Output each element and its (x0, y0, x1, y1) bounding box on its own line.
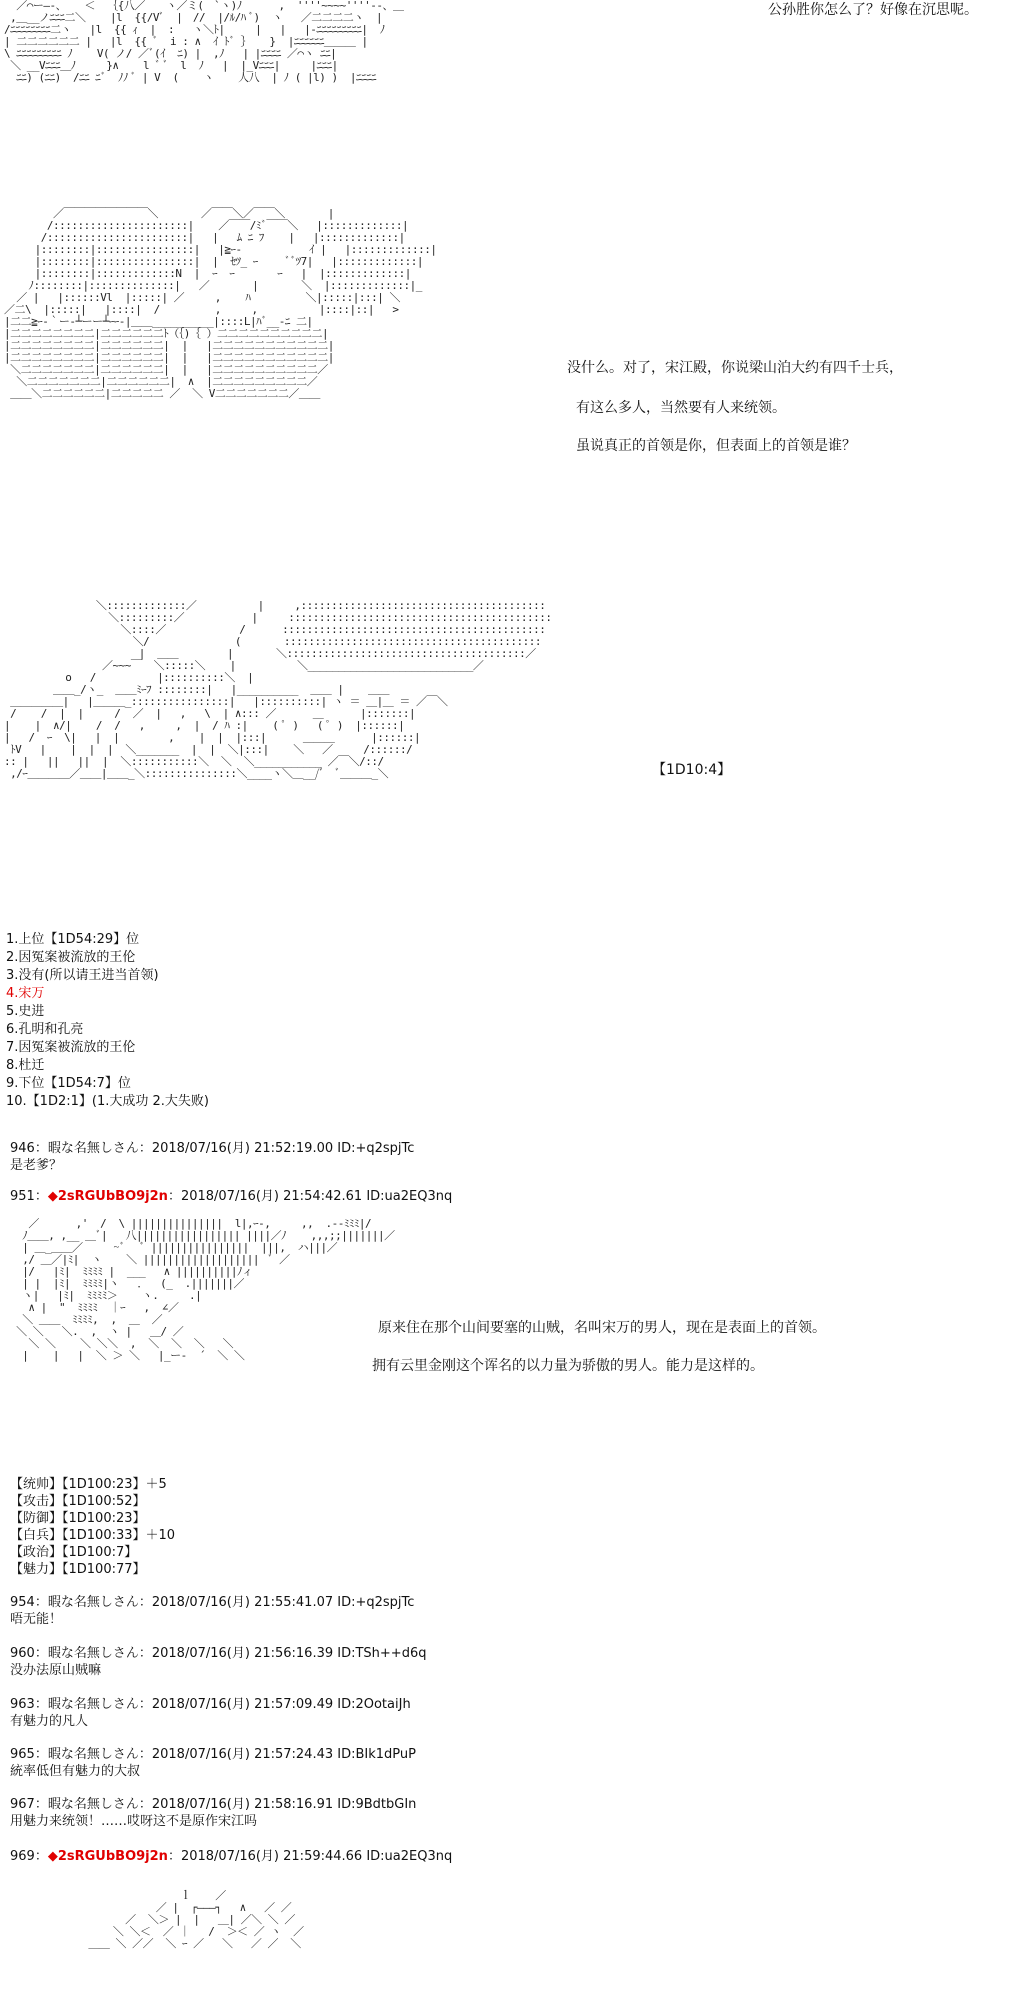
choice-list (6, 931, 209, 1111)
post-header: 951：◆2sRGUbBO9j2n：2018/07/16(月) 21:54:42.61 ID:ua2EQ3nq (10, 1189, 453, 1204)
post-header: 969：◆2sRGUbBO9j2n：2018/07/16(月) 21:59:44.66 ID:ua2EQ3nq (10, 1849, 453, 1864)
poster-tripcode: ◆2sRGUbBO9j2n (47, 1849, 168, 1864)
list-item: 7.因冤案被流放的王伦 (6, 1040, 136, 1055)
poster-name: 暇な名無しさん (47, 1595, 139, 1610)
list-item: 5.史进 (6, 1004, 45, 1019)
post-body: 有魅力的凡人 (10, 1714, 89, 1729)
poster-name: 暇な名無しさん (47, 1697, 139, 1712)
dialog-line-4: 虽说真正的首领是你，但表面上的首领是谁？ (576, 438, 856, 454)
dialog-line-2: 没什么。对了，宋江殿，你说梁山泊大约有四千士兵， (567, 360, 903, 376)
post-body: 用魅力来统领！……哎呀这不是原作宋江吗 (10, 1814, 258, 1829)
list-item-highlighted: 4.宋万 (6, 986, 45, 1001)
poster-name: 暇な名無しさん (47, 1747, 139, 1762)
poster-name: 暇な名無しさん (47, 1646, 139, 1661)
character-stats (10, 1476, 175, 1578)
dialog-line-1: 公孙胜你怎么了？好像在沉思呢。 (768, 2, 978, 18)
post-951 (10, 1188, 452, 1205)
post-963 (10, 1696, 411, 1730)
ascii-art-panel-4: ／ ,' / \ ||||||||||||||| l|,ｰ-, ,, .--ﾐﾐﾐ|/ ﾉ＿＿, ,__ ＿ﾞ| 八||||||||||||||||| ||||／ﾉ ,,,;;|||||||／ | ＿_＿＿／ ~ﾞ ﾞ |||||||||||||||| |||, ハ|||／ ,/ ＿／|ﾐ| ヽ ＼ ||||||||||||||||||| ﾞ ／ |/ |ﾐ| ﾐﾐﾐﾐ | ___ ∧ ||||||||||ﾉィ | | |ﾐ| ﾐﾐﾐﾐ|ヽ ． (_ .|||||||／ ヽ| |ﾐ| ﾐﾐﾐﾐ＞ ヽ. .| ∧ | " ﾐﾐﾐﾐ ｜ｰ , ∠／ ＼ ＿＿ ﾐﾐﾐﾐ, , ＿ ／ ＼ ＼ ＼. , ヽ | ＿/ ／ ＼ ＼ ＼ ＼＼ , ＼ ＼ ＼ ＼ | | | ＼ ＞ ＼ |_ー- ´ ＼ ＼ (16, 1217, 395, 1362)
list-item: 3.没有(所以请王进当首领) (6, 968, 159, 983)
dialog-line-5: 原来住在那个山间要塞的山贼，名叫宋万的男人，现在是表面上的首领。 (378, 1320, 826, 1336)
dice-roll-label: 【1D10:4】 (652, 762, 732, 778)
list-item: 10.【1D2:1】(1.大成功 2.大失败) (6, 1094, 209, 1109)
dialog-line-3: 有这么多人，当然要有人来统领。 (576, 400, 786, 416)
ascii-art-panel-3: ＼:::::::::::::／ | ,:::::::::::::::::::::::::::::::::::::::: ＼:::::::::／ | ::::::::::::::::::::::::::::::::::::::::::: ＼::::／ / ::::::::::::::::::::::::::::::::::::::::::: ＼/ ( :::::::::::::::::::::::::::::::::::::::::: | ＿＿ | ＼:::::::::::::::::::::::::::::::::::::::／ ／~~~￣ ＼:::::＼ | ＼___________________________／ o / |::::::::::＼ | ＿＿_/ヽ_ ＿＿ﾐｰﾌ ::::::::| |__________ ＿＿ | ＿＿ ＿＿＿＿＿| |＿＿＿_::::::::::::::::| |::::::::::| ヽ ＝ ＿|＿ ＝ ／￣＼ / / | | / ／ | , \ | ∧::: ／ ＿ |:::::::| | | ∧/| / / , , | / ﾊ :| ( ﾟ ) ( ﾟ ) |::::::| | / ｰ \| | | , | | |:::| ＿＿＿ |::::::| ﾄV | | | | ＼_______ | | ＼|:::| ＼ ／ /::::::/ :: | || || | ＼:::::::::::＼ ＼ ＼___________ ／￣＼/::/ ,/ｰ＿＿＿＿／＿＿|＿＿_＼:::::::::::::::＼____ヽ＼＿__/ﾞ ﾞ＿＿＿_＼ (4, 599, 552, 780)
list-item: 9.下位【1D54:7】位 (6, 1076, 131, 1091)
stat-melee: 【白兵】【1D100:33】＋10 (10, 1528, 176, 1543)
stat-charisma: 【魅力】【1D100:77】 (10, 1562, 146, 1577)
stat-politics: 【政治】【1D100:7】 (10, 1545, 138, 1560)
stat-defense: 【防御】【1D100:23】 (10, 1511, 146, 1526)
post-946 (10, 1140, 414, 1174)
ascii-art-panel-1: ／⌒ー―‐、 ＜ ｛{八／￣￣ヽ／ミ(￣`ヽ)ﾉ , ''''~~~~''''‐-、＿ ,＿__ノﾆﾆﾆ二＼ |l {{/Vﾞ | // |/ﾙ/ﾊ ﾞ) ヽ ／二二二二ヽ | /ﾆﾆﾆﾆﾆﾆﾆﾆ二ヽ |l {{ ｨ | : ヽ＼ﾄ| | | |-ﾆﾆﾆﾆﾆﾆﾆﾆﾆ| ﾉ | 二二二二二二 | |l {{ ﾞ i : ∧ ｲ ﾄﾞ ｝ } |ﾆﾆﾆﾆﾆﾆ＿＿＿ | \ ﾆﾆﾆﾆﾆﾆﾆﾆﾆ ﾉ V( ノ/ ／ﾞ(ｲ ﾆ) | ,ﾉ | |ﾆﾆﾆﾆ ／⌒ヽ ﾆﾆ| ＼ __Vﾆﾆﾆ＿ﾉ }∧ l ﾞ ﾞ l ﾉ | |_Vﾆﾆﾆ| |ﾆﾆﾆ| ﾆﾆ) (ﾆﾆ) /ﾆﾆ ﾆﾞ ﾉﾉ ﾞ | V ( ヽ 人八 | ﾉ ( |l) ) |ﾆﾆﾆﾆ (4, 0, 404, 84)
post-header: 960：暇な名無しさん：2018/07/16(月) 21:56:16.39 ID:TSh++d6q (10, 1646, 427, 1661)
post-960 (10, 1645, 426, 1679)
poster-tripcode: ◆2sRGUbBO9j2n (47, 1189, 168, 1204)
poster-name: 暇な名無しさん (47, 1141, 139, 1156)
post-969 (10, 1848, 452, 1865)
post-header: 954：暇な名無しさん：2018/07/16(月) 21:55:41.07 ID:+q2spjTc (10, 1595, 415, 1610)
list-item: 6.孔明和孔亮 (6, 1022, 84, 1037)
post-body: 統率低但有魅力的大叔 (10, 1764, 141, 1779)
post-body: 是老爹？ (10, 1158, 63, 1173)
post-header: 963：暇な名無しさん：2018/07/16(月) 21:57:09.49 ID:2OotaiJh (10, 1697, 411, 1712)
post-967 (10, 1796, 416, 1830)
post-body: 唔无能！ (10, 1612, 63, 1627)
ascii-art-panel-5: ｌ ／ ／ | ┌―――┐ ∧ ／ ／ ／ ＼＞ | | ＿| ／＼ ＼ ／ ＼ ＼＜ ／ ｜ / ＞＜ ／ ヽ ／ ＿＿ ＼ ／／ ＼ ｰ ／ ＼ ／ ／ ＼ (88, 1889, 304, 1950)
dialog-line-6: 拥有云里金刚这个诨名的以力量为骄傲的男人。能力是这样的。 (372, 1358, 764, 1374)
stat-attack: 【攻击】【1D100:52】 (10, 1494, 146, 1509)
post-header: 946：暇な名無しさん：2018/07/16(月) 21:52:19.00 ID:+q2spjTc (10, 1141, 415, 1156)
list-item: 2.因冤案被流放的王伦 (6, 950, 136, 965)
post-954 (10, 1594, 414, 1628)
post-header: 967：暇な名無しさん：2018/07/16(月) 21:58:16.91 ID:9BdtbGIn (10, 1797, 417, 1812)
post-body: 没办法原山贼嘛 (10, 1663, 102, 1678)
post-965 (10, 1746, 416, 1780)
ascii-art-panel-2: ／￣￣￣￣￣￣￣￣＼ ／￣￣＼／￣￣＼ | /::::::::::::::::::::::| ／￣￣/ﾐﾞ￣￣＼ |:::::::::::::| /:::::::::::::::::::::::| | ﾑ ﾆ ﾌ | |:::::::::::::| |::::::::|::::::::::::::::| |≧ｰ- ｲ | |:::::::::::::| |::::::::|::::::::::::::::| | ｾﾂ_ ｰ ﾞﾞﾂ7| |:::::::::::::| |::::::::|:::::::::::::N | ｰ ｰ ｰ | |:::::::::::::| ﾉ::::::::|::::::::::::::| ／ | ＼ |:::::::::::::|_ ／ | |::::::Vl |:::::| ／ , ﾊ ＼|:::::|:::| ＼ ／二\ |:::::| |::::| / , , |::::|::| > |二二≧ｰ-｀ー-┴ーー┴ｰｰ-|＿＿__________|::::L|ﾊﾞ__-ﾆ 二| |二二二二二二二二|二二二二二二ﾄ（｛)｛ ）二二二二二二二二二二| |二二二二二二二二|二二二二二二| | |二二二二二二二二二二二| |二二二二二二二二|二二二二二二| | |二二二二二二二二二二二| ＼二二二二二二二|二二二二二二| | |二二二二二二二二二二／ ＼二二二二二二二|二二二二二二| ∧ |二二二二二二二二二／ ＿＿＼二二二二二二|二二二二二 ／ ＼ V二二二二二二二／＿＿ (4, 207, 437, 400)
poster-name: 暇な名無しさん (47, 1797, 139, 1812)
stat-command: 【统帅】【1D100:23】＋5 (10, 1477, 167, 1492)
list-item: 8.杜迁 (6, 1058, 45, 1073)
post-header: 965：暇な名無しさん：2018/07/16(月) 21:57:24.43 ID:BIk1dPuP (10, 1747, 416, 1762)
list-item: 1.上位【1D54:29】位 (6, 932, 140, 947)
